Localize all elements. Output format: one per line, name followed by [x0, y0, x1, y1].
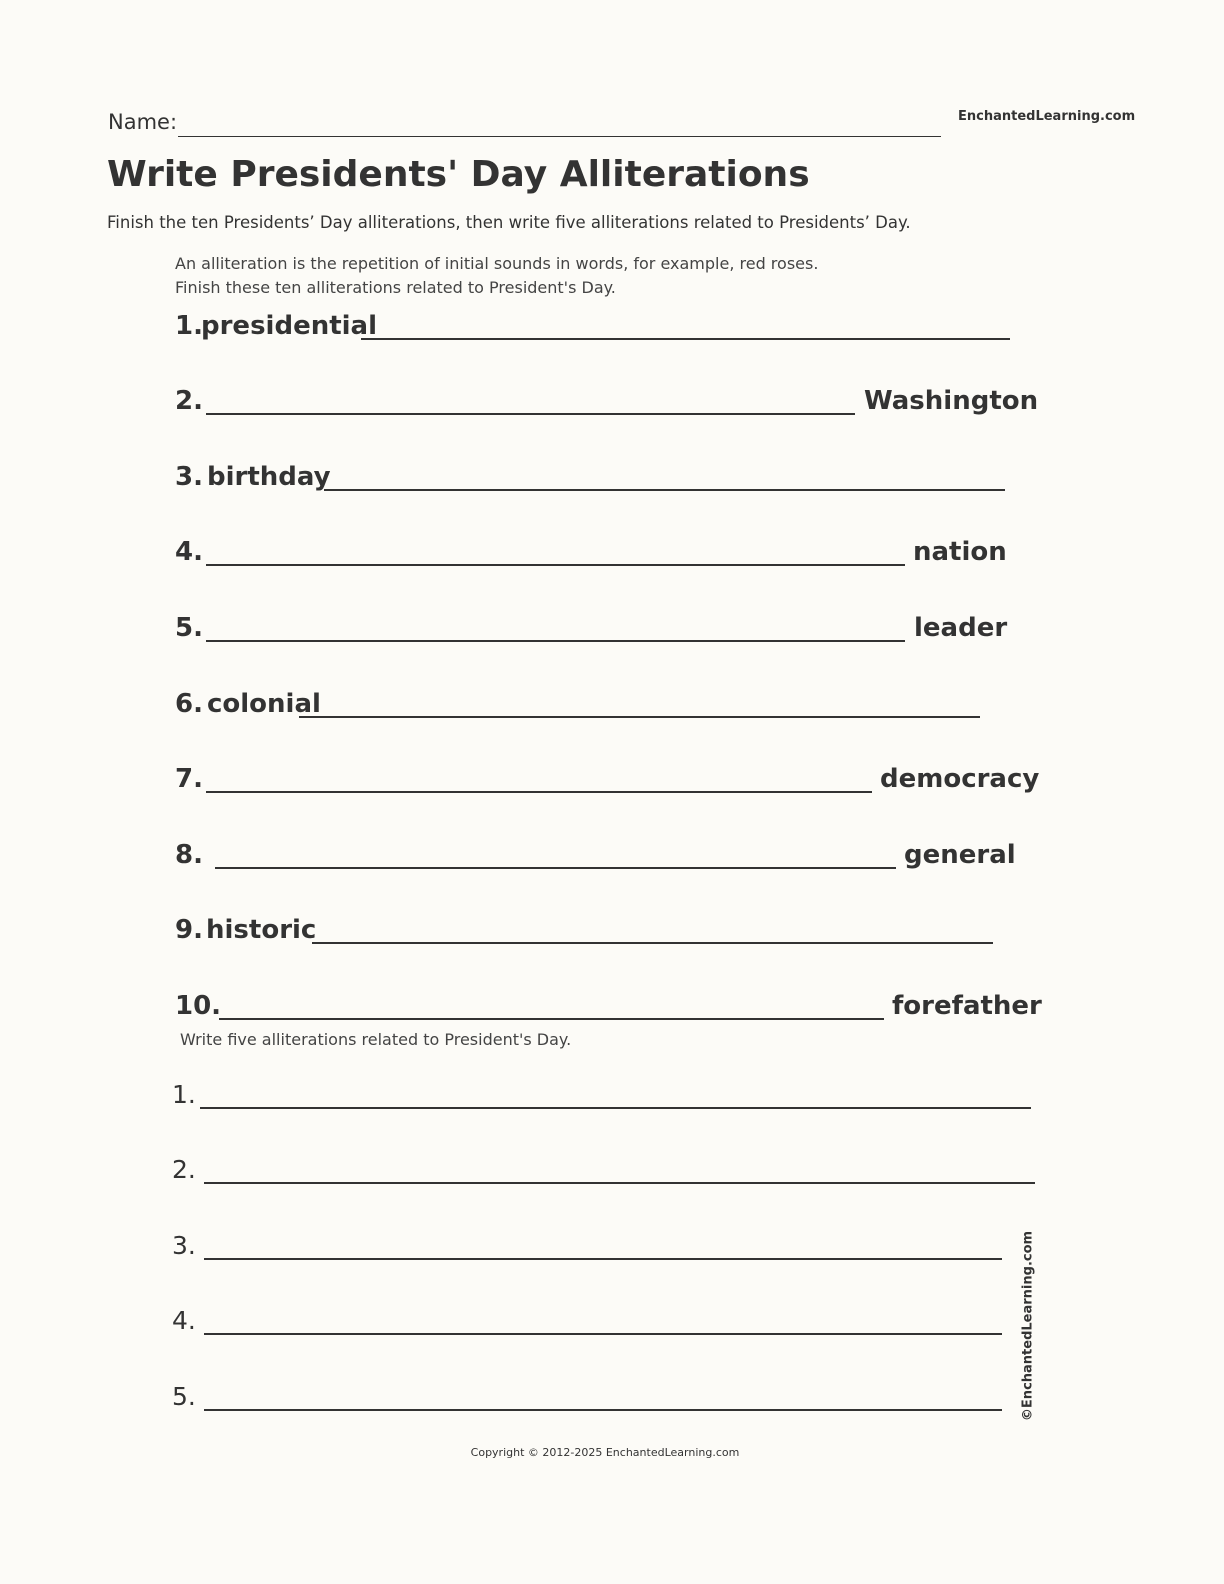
free-alliteration-row-3 — [172, 1228, 1042, 1264]
answer-line[interactable] — [204, 1409, 1002, 1411]
answer-line[interactable] — [219, 1018, 884, 1020]
row-word: birthday — [207, 462, 331, 492]
answer-line[interactable] — [299, 716, 980, 718]
row-word: Washington — [864, 386, 1039, 416]
alliteration-row-5 — [175, 610, 1015, 646]
answer-line[interactable] — [215, 867, 896, 869]
row-number: 3. — [172, 1231, 196, 1260]
row-number: 6. — [175, 689, 203, 719]
alliteration-row-7 — [175, 761, 1040, 797]
free-alliteration-row-4 — [172, 1303, 1042, 1339]
row-word: general — [904, 840, 1016, 870]
name-label: Name: — [108, 110, 178, 134]
row-number: 5. — [175, 613, 203, 643]
alliteration-row-8 — [175, 837, 1015, 873]
site-logo-text: EnchantedLearning.com — [958, 109, 1136, 124]
intro-line-1: An alliteration is the repetition of initial sounds in words, for example, red roses. — [175, 254, 819, 273]
answer-line[interactable] — [206, 413, 855, 415]
copyright: Copyright © 2012-2025 EnchantedLearning.com — [470, 1446, 740, 1459]
alliteration-row-10 — [175, 988, 1045, 1024]
intro-line-2: Finish these ten alliterations related to President's Day. — [175, 278, 616, 297]
page-title: Write Presidents' Day Alliterations — [107, 154, 810, 195]
answer-line[interactable] — [204, 1182, 1035, 1184]
side-credit-text: ©EnchantedLearning.com — [1020, 1230, 1036, 1422]
intro-text — [175, 252, 818, 300]
row-number: 8. — [175, 840, 203, 870]
free-alliteration-row-1 — [172, 1077, 1042, 1113]
row-word: historic — [206, 915, 317, 945]
answer-line[interactable] — [312, 942, 993, 944]
alliteration-row-1 — [175, 308, 1015, 344]
row-word: nation — [913, 537, 1007, 567]
row-word: democracy — [880, 764, 1040, 794]
row-number: 1. — [175, 311, 203, 341]
row-number: 2. — [175, 386, 203, 416]
answer-line[interactable] — [206, 791, 872, 793]
free-alliteration-row-5 — [172, 1379, 1042, 1415]
row-number: 5. — [172, 1382, 196, 1411]
instructions: Finish the ten Presidents’ Day alliterations, then write five alliterations related to Presidents’ Day. — [107, 213, 911, 232]
alliteration-row-4 — [175, 534, 1015, 570]
answer-line[interactable] — [324, 489, 1005, 491]
alliteration-row-6 — [175, 686, 1015, 722]
part2-instructions: Write five alliterations related to President's Day. — [180, 1030, 572, 1049]
answer-line[interactable] — [361, 338, 1010, 340]
row-word: presidential — [201, 311, 378, 341]
alliteration-row-9 — [175, 912, 1015, 948]
row-number: 7. — [175, 764, 203, 794]
row-number: 10. — [175, 991, 222, 1021]
row-word: leader — [914, 613, 1008, 643]
answer-line[interactable] — [206, 640, 905, 642]
row-number: 4. — [175, 537, 203, 567]
row-number: 4. — [172, 1306, 196, 1335]
side-credit — [1018, 1230, 1038, 1422]
row-number: 1. — [172, 1080, 196, 1109]
name-input-line[interactable] — [178, 136, 941, 137]
answer-line[interactable] — [206, 564, 905, 566]
answer-line[interactable] — [200, 1107, 1031, 1109]
answer-line[interactable] — [204, 1258, 1002, 1260]
free-alliteration-row-2 — [172, 1152, 1042, 1188]
alliteration-row-3 — [175, 459, 1015, 495]
row-number: 2. — [172, 1155, 196, 1184]
row-number: 3. — [175, 462, 203, 492]
row-number: 9. — [175, 915, 203, 945]
answer-line[interactable] — [204, 1333, 1002, 1335]
row-word: colonial — [207, 689, 321, 719]
alliteration-row-2 — [175, 383, 1039, 419]
row-word: forefather — [892, 991, 1042, 1021]
